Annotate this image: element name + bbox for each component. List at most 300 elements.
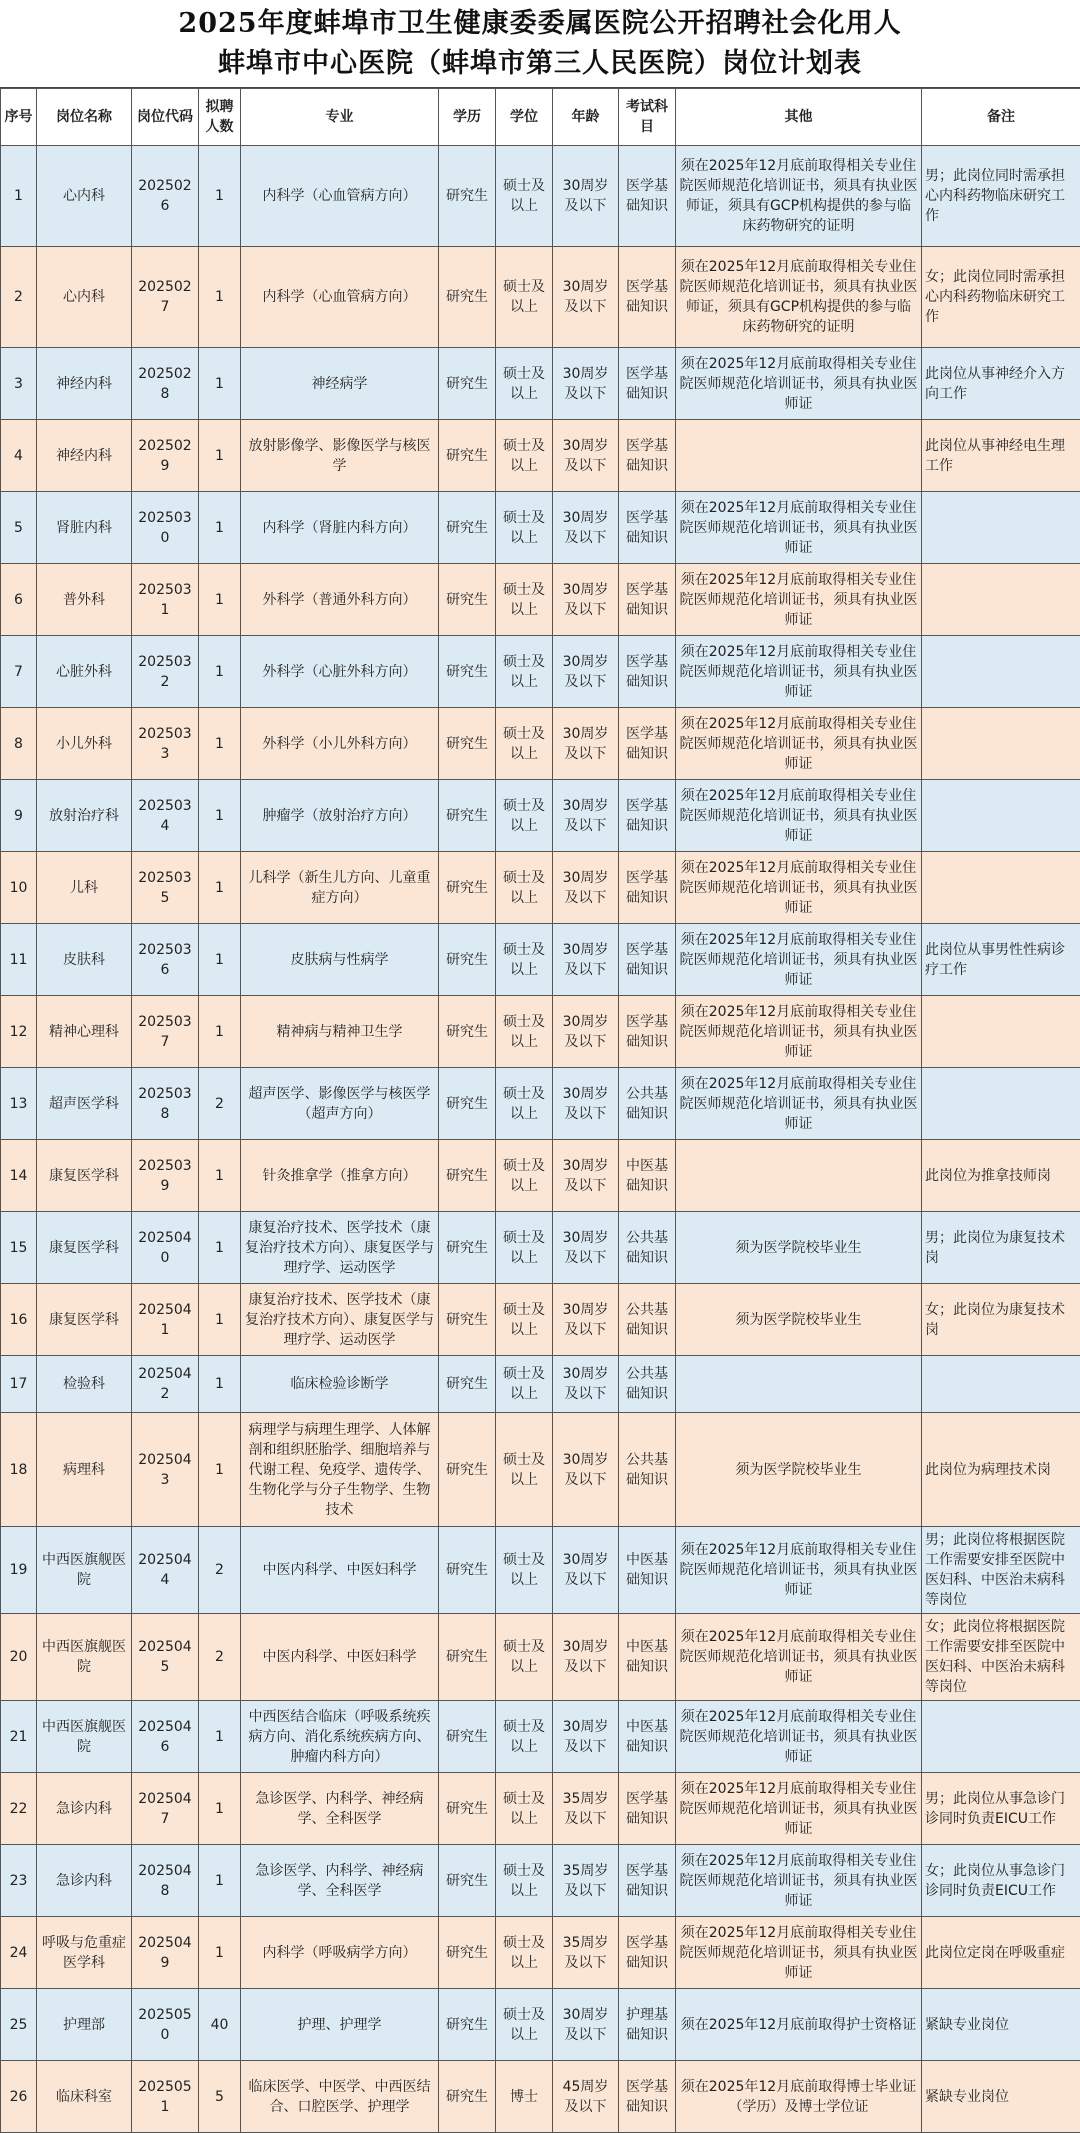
table-row xyxy=(1,852,1080,924)
cell-education: 研究生 xyxy=(439,708,496,780)
cell-age: 30周岁及以下 xyxy=(553,780,619,852)
cell-post-name: 康复医学科 xyxy=(37,1284,132,1356)
cell-other: 须在2025年12月底前取得相关专业住院医师规范化培训证书，须具有执业医师证 xyxy=(676,564,922,636)
cell-post-code: 2025040 xyxy=(132,1212,199,1284)
header-cell-other: 其他 xyxy=(676,89,922,146)
cell-age: 30周岁及以下 xyxy=(553,636,619,708)
header-cell-major: 专业 xyxy=(241,89,439,146)
cell-post-name: 心内科 xyxy=(37,247,132,348)
header-cell-index: 序号 xyxy=(1,89,37,146)
cell-degree: 硕士及以上 xyxy=(496,1773,553,1845)
cell-exam: 医学基础知识 xyxy=(619,247,676,348)
cell-major: 康复治疗技术、医学技术（康复治疗技术方向）、康复医学与理疗学、运动医学 xyxy=(241,1212,439,1284)
cell-remark xyxy=(922,636,1080,708)
cell-remark: 此岗位从事神经电生理工作 xyxy=(922,420,1080,492)
cell-age: 30周岁及以下 xyxy=(553,1212,619,1284)
cell-degree: 硕士及以上 xyxy=(496,924,553,996)
cell-remark xyxy=(922,852,1080,924)
cell-exam: 医学基础知识 xyxy=(619,708,676,780)
cell-major: 康复治疗技术、医学技术（康复治疗技术方向）、康复医学与理疗学、运动医学 xyxy=(241,1284,439,1356)
cell-degree: 硕士及以上 xyxy=(496,1068,553,1140)
page-title: 2025年度蚌埠市卫生健康委委属医院公开招聘社会化用人 xyxy=(178,7,902,39)
cell-count: 1 xyxy=(199,420,241,492)
cell-education: 研究生 xyxy=(439,924,496,996)
cell-age: 35周岁及以下 xyxy=(553,1773,619,1845)
cell-age: 30周岁及以下 xyxy=(553,492,619,564)
cell-remark: 此岗位从事神经介入方向工作 xyxy=(922,348,1080,420)
cell-exam: 公共基础知识 xyxy=(619,1068,676,1140)
cell-post-name: 呼吸与危重症医学科 xyxy=(37,1917,132,1989)
cell-index: 7 xyxy=(1,636,37,708)
cell-other: 须在2025年12月底前取得相关专业住院医师规范化培训证书，须具有执业医师证 xyxy=(676,708,922,780)
cell-age: 30周岁及以下 xyxy=(553,852,619,924)
cell-age: 30周岁及以下 xyxy=(553,564,619,636)
cell-age: 30周岁及以下 xyxy=(553,146,619,247)
cell-education: 研究生 xyxy=(439,780,496,852)
cell-remark xyxy=(922,492,1080,564)
cell-post-name: 中西医旗舰医院 xyxy=(37,1701,132,1773)
cell-age: 30周岁及以下 xyxy=(553,1701,619,1773)
cell-count: 2 xyxy=(199,1614,241,1701)
cell-degree: 硕士及以上 xyxy=(496,420,553,492)
cell-degree: 硕士及以上 xyxy=(496,636,553,708)
cell-other: 须在2025年12月底前取得相关专业住院医师规范化培训证书，须具有执业医师证，须具有GCP机构提供的参与临床药物研究的证明 xyxy=(676,146,922,247)
cell-major: 超声医学、影像医学与核医学（超声方向） xyxy=(241,1068,439,1140)
cell-count: 1 xyxy=(199,1701,241,1773)
cell-degree: 硕士及以上 xyxy=(496,1212,553,1284)
header-cell-post-code: 岗位代码 xyxy=(132,89,199,146)
cell-major: 临床检验诊断学 xyxy=(241,1356,439,1413)
cell-count: 5 xyxy=(199,2061,241,2133)
page-subtitle: 蚌埠市中心医院（蚌埠市第三人民医院）岗位计划表 xyxy=(218,47,862,79)
cell-post-code: 2025036 xyxy=(132,924,199,996)
cell-degree: 硕士及以上 xyxy=(496,996,553,1068)
table-row xyxy=(1,1413,1080,1527)
cell-index: 13 xyxy=(1,1068,37,1140)
cell-education: 研究生 xyxy=(439,1614,496,1701)
table-row xyxy=(1,708,1080,780)
table-row xyxy=(1,564,1080,636)
cell-major: 放射影像学、影像医学与核医学 xyxy=(241,420,439,492)
cell-education: 研究生 xyxy=(439,1845,496,1917)
table-row xyxy=(1,1140,1080,1212)
cell-age: 35周岁及以下 xyxy=(553,1845,619,1917)
cell-remark: 女；此岗位为康复技术岗 xyxy=(922,1284,1080,1356)
cell-count: 1 xyxy=(199,1284,241,1356)
cell-count: 1 xyxy=(199,996,241,1068)
cell-age: 30周岁及以下 xyxy=(553,1140,619,1212)
cell-index: 14 xyxy=(1,1140,37,1212)
cell-index: 2 xyxy=(1,247,37,348)
cell-major: 外科学（小儿外科方向） xyxy=(241,708,439,780)
cell-count: 1 xyxy=(199,1356,241,1413)
cell-degree: 硕士及以上 xyxy=(496,1989,553,2061)
cell-degree: 硕士及以上 xyxy=(496,1701,553,1773)
cell-post-code: 2025033 xyxy=(132,708,199,780)
cell-remark: 紧缺专业岗位 xyxy=(922,1989,1080,2061)
cell-post-name: 康复医学科 xyxy=(37,1212,132,1284)
cell-other: 须在2025年12月底前取得相关专业住院医师规范化培训证书，须具有执业医师证 xyxy=(676,780,922,852)
cell-post-code: 2025042 xyxy=(132,1356,199,1413)
cell-count: 1 xyxy=(199,146,241,247)
cell-education: 研究生 xyxy=(439,996,496,1068)
cell-exam: 中医基础知识 xyxy=(619,1614,676,1701)
cell-degree: 硕士及以上 xyxy=(496,1356,553,1413)
cell-other xyxy=(676,1140,922,1212)
cell-age: 30周岁及以下 xyxy=(553,1527,619,1614)
cell-other xyxy=(676,1356,922,1413)
cell-post-name: 心脏外科 xyxy=(37,636,132,708)
cell-other: 须在2025年12月底前取得护士资格证 xyxy=(676,1989,922,2061)
cell-index: 15 xyxy=(1,1212,37,1284)
cell-index: 5 xyxy=(1,492,37,564)
cell-post-name: 临床科室 xyxy=(37,2061,132,2133)
cell-remark xyxy=(922,1068,1080,1140)
cell-index: 3 xyxy=(1,348,37,420)
cell-exam: 公共基础知识 xyxy=(619,1284,676,1356)
cell-other: 须在2025年12月底前取得相关专业住院医师规范化培训证书，须具有执业医师证 xyxy=(676,492,922,564)
cell-exam: 医学基础知识 xyxy=(619,348,676,420)
table-row xyxy=(1,1701,1080,1773)
cell-degree: 硕士及以上 xyxy=(496,852,553,924)
cell-education: 研究生 xyxy=(439,1701,496,1773)
header-cell-education: 学历 xyxy=(439,89,496,146)
cell-degree: 硕士及以上 xyxy=(496,1917,553,1989)
cell-post-name: 放射治疗科 xyxy=(37,780,132,852)
cell-exam: 医学基础知识 xyxy=(619,2061,676,2133)
table-row xyxy=(1,247,1080,348)
cell-other: 须为医学院校毕业生 xyxy=(676,1212,922,1284)
cell-index: 19 xyxy=(1,1527,37,1614)
job-plan-table xyxy=(0,88,1080,2133)
cell-remark xyxy=(922,780,1080,852)
cell-exam: 中医基础知识 xyxy=(619,1701,676,1773)
table-row xyxy=(1,420,1080,492)
cell-major: 皮肤病与性病学 xyxy=(241,924,439,996)
cell-exam: 公共基础知识 xyxy=(619,1356,676,1413)
table-row xyxy=(1,1917,1080,1989)
cell-post-name: 超声医学科 xyxy=(37,1068,132,1140)
cell-major: 精神病与精神卫生学 xyxy=(241,996,439,1068)
cell-post-code: 2025032 xyxy=(132,636,199,708)
title-block xyxy=(0,0,1080,88)
cell-degree: 硕士及以上 xyxy=(496,1527,553,1614)
header-cell-degree: 学位 xyxy=(496,89,553,146)
cell-post-code: 2025044 xyxy=(132,1527,199,1614)
cell-remark: 此岗位定岗在呼吸重症 xyxy=(922,1917,1080,1989)
table-row xyxy=(1,1989,1080,2061)
cell-index: 26 xyxy=(1,2061,37,2133)
table-row xyxy=(1,1614,1080,1701)
cell-remark xyxy=(922,564,1080,636)
cell-age: 30周岁及以下 xyxy=(553,247,619,348)
cell-index: 6 xyxy=(1,564,37,636)
cell-degree: 硕士及以上 xyxy=(496,1614,553,1701)
cell-post-code: 2025045 xyxy=(132,1614,199,1701)
cell-post-code: 2025050 xyxy=(132,1989,199,2061)
table-row xyxy=(1,348,1080,420)
cell-exam: 医学基础知识 xyxy=(619,852,676,924)
cell-other: 须在2025年12月底前取得相关专业住院医师规范化培训证书，须具有执业医师证 xyxy=(676,996,922,1068)
cell-post-name: 急诊内科 xyxy=(37,1773,132,1845)
cell-post-name: 中西医旗舰医院 xyxy=(37,1527,132,1614)
cell-other: 须在2025年12月底前取得相关专业住院医师规范化培训证书，须具有执业医师证 xyxy=(676,636,922,708)
cell-exam: 中医基础知识 xyxy=(619,1140,676,1212)
cell-count: 2 xyxy=(199,1068,241,1140)
cell-count: 1 xyxy=(199,1773,241,1845)
cell-age: 30周岁及以下 xyxy=(553,420,619,492)
cell-post-name: 精神心理科 xyxy=(37,996,132,1068)
cell-education: 研究生 xyxy=(439,1068,496,1140)
cell-major: 中医内科学、中医妇科学 xyxy=(241,1527,439,1614)
cell-count: 1 xyxy=(199,247,241,348)
cell-education: 研究生 xyxy=(439,247,496,348)
cell-post-code: 2025046 xyxy=(132,1701,199,1773)
cell-post-name: 神经内科 xyxy=(37,420,132,492)
cell-post-code: 2025043 xyxy=(132,1413,199,1527)
cell-count: 40 xyxy=(199,1989,241,2061)
cell-exam: 医学基础知识 xyxy=(619,636,676,708)
cell-post-code: 2025029 xyxy=(132,420,199,492)
cell-other: 须为医学院校毕业生 xyxy=(676,1413,922,1527)
cell-index: 24 xyxy=(1,1917,37,1989)
cell-education: 研究生 xyxy=(439,564,496,636)
cell-age: 30周岁及以下 xyxy=(553,924,619,996)
table-row xyxy=(1,1527,1080,1614)
cell-post-name: 康复医学科 xyxy=(37,1140,132,1212)
cell-other: 须在2025年12月底前取得博士毕业证（学历）及博士学位证 xyxy=(676,2061,922,2133)
header-cell-post-name: 岗位名称 xyxy=(37,89,132,146)
table-row xyxy=(1,492,1080,564)
cell-degree: 硕士及以上 xyxy=(496,1845,553,1917)
cell-count: 1 xyxy=(199,1212,241,1284)
cell-count: 1 xyxy=(199,348,241,420)
cell-index: 17 xyxy=(1,1356,37,1413)
cell-age: 30周岁及以下 xyxy=(553,1989,619,2061)
header-row xyxy=(1,89,1080,146)
header-cell-exam: 考试科目 xyxy=(619,89,676,146)
cell-post-code: 2025039 xyxy=(132,1140,199,1212)
cell-count: 1 xyxy=(199,564,241,636)
cell-education: 研究生 xyxy=(439,1140,496,1212)
cell-degree: 硕士及以上 xyxy=(496,492,553,564)
cell-other: 须在2025年12月底前取得相关专业住院医师规范化培训证书，须具有执业医师证 xyxy=(676,1527,922,1614)
table-row xyxy=(1,1845,1080,1917)
cell-other: 须为医学院校毕业生 xyxy=(676,1284,922,1356)
cell-major: 临床医学、中医学、中西医结合、口腔医学、护理学 xyxy=(241,2061,439,2133)
cell-age: 35周岁及以下 xyxy=(553,1917,619,1989)
table-row xyxy=(1,2061,1080,2133)
cell-post-name: 病理科 xyxy=(37,1413,132,1527)
cell-other: 须在2025年12月底前取得相关专业住院医师规范化培训证书，须具有执业医师证 xyxy=(676,1917,922,1989)
cell-degree: 硕士及以上 xyxy=(496,1284,553,1356)
cell-education: 研究生 xyxy=(439,1917,496,1989)
cell-degree: 硕士及以上 xyxy=(496,146,553,247)
cell-exam: 医学基础知识 xyxy=(619,1917,676,1989)
cell-other: 须在2025年12月底前取得相关专业住院医师规范化培训证书，须具有执业医师证，须具有GCP机构提供的参与临床药物研究的证明 xyxy=(676,247,922,348)
cell-post-name: 心内科 xyxy=(37,146,132,247)
table-row xyxy=(1,924,1080,996)
cell-remark: 女；此岗位同时需承担心内科药物临床研究工作 xyxy=(922,247,1080,348)
cell-post-code: 2025030 xyxy=(132,492,199,564)
cell-remark xyxy=(922,708,1080,780)
header-cell-remark: 备注 xyxy=(922,89,1080,146)
cell-age: 30周岁及以下 xyxy=(553,708,619,780)
cell-post-name: 小儿外科 xyxy=(37,708,132,780)
table-row xyxy=(1,996,1080,1068)
cell-education: 研究生 xyxy=(439,1527,496,1614)
cell-other xyxy=(676,420,922,492)
cell-index: 1 xyxy=(1,146,37,247)
cell-degree: 硕士及以上 xyxy=(496,564,553,636)
cell-post-code: 2025035 xyxy=(132,852,199,924)
cell-education: 研究生 xyxy=(439,420,496,492)
cell-age: 30周岁及以下 xyxy=(553,996,619,1068)
cell-post-code: 2025027 xyxy=(132,247,199,348)
cell-remark: 此岗位从事男性性病诊疗工作 xyxy=(922,924,1080,996)
cell-index: 21 xyxy=(1,1701,37,1773)
cell-index: 18 xyxy=(1,1413,37,1527)
cell-age: 45周岁及以下 xyxy=(553,2061,619,2133)
cell-post-name: 护理部 xyxy=(37,1989,132,2061)
cell-exam: 医学基础知识 xyxy=(619,780,676,852)
table-row xyxy=(1,1773,1080,1845)
cell-post-code: 2025047 xyxy=(132,1773,199,1845)
cell-education: 研究生 xyxy=(439,1413,496,1527)
cell-remark: 女；此岗位从事急诊门诊同时负责EICU工作 xyxy=(922,1845,1080,1917)
cell-education: 研究生 xyxy=(439,1989,496,2061)
cell-major: 肿瘤学（放射治疗方向） xyxy=(241,780,439,852)
cell-count: 1 xyxy=(199,852,241,924)
cell-exam: 医学基础知识 xyxy=(619,996,676,1068)
cell-major: 中西医结合临床（呼吸系统疾病方向、消化系统疾病方向、肿瘤内科方向） xyxy=(241,1701,439,1773)
cell-count: 1 xyxy=(199,1140,241,1212)
cell-major: 急诊医学、内科学、神经病学、全科医学 xyxy=(241,1845,439,1917)
cell-post-code: 2025026 xyxy=(132,146,199,247)
cell-remark: 男；此岗位从事急诊门诊同时负责EICU工作 xyxy=(922,1773,1080,1845)
cell-exam: 医学基础知识 xyxy=(619,146,676,247)
cell-major: 外科学（心脏外科方向） xyxy=(241,636,439,708)
cell-remark: 此岗位为病理技术岗 xyxy=(922,1413,1080,1527)
cell-exam: 中医基础知识 xyxy=(619,1527,676,1614)
cell-remark xyxy=(922,996,1080,1068)
cell-age: 30周岁及以下 xyxy=(553,1284,619,1356)
cell-major: 儿科学（新生儿方向、儿童重症方向） xyxy=(241,852,439,924)
cell-post-name: 中西医旗舰医院 xyxy=(37,1614,132,1701)
cell-education: 研究生 xyxy=(439,146,496,247)
cell-education: 研究生 xyxy=(439,348,496,420)
cell-index: 22 xyxy=(1,1773,37,1845)
cell-exam: 公共基础知识 xyxy=(619,1212,676,1284)
cell-post-code: 2025041 xyxy=(132,1284,199,1356)
cell-major: 内科学（呼吸病学方向） xyxy=(241,1917,439,1989)
cell-index: 20 xyxy=(1,1614,37,1701)
cell-exam: 医学基础知识 xyxy=(619,1773,676,1845)
cell-exam: 护理基础知识 xyxy=(619,1989,676,2061)
cell-major: 急诊医学、内科学、神经病学、全科医学 xyxy=(241,1773,439,1845)
cell-major: 病理学与病理生理学、人体解剖和组织胚胎学、细胞培养与代谢工程、免疫学、遗传学、生物化学与分子生物学、生物技术 xyxy=(241,1413,439,1527)
cell-index: 10 xyxy=(1,852,37,924)
table-row xyxy=(1,1212,1080,1284)
cell-remark: 男；此岗位为康复技术岗 xyxy=(922,1212,1080,1284)
cell-other: 须在2025年12月底前取得相关专业住院医师规范化培训证书，须具有执业医师证 xyxy=(676,1068,922,1140)
cell-age: 30周岁及以下 xyxy=(553,348,619,420)
cell-other: 须在2025年12月底前取得相关专业住院医师规范化培训证书，须具有执业医师证 xyxy=(676,1845,922,1917)
cell-education: 研究生 xyxy=(439,1284,496,1356)
cell-other: 须在2025年12月底前取得相关专业住院医师规范化培训证书，须具有执业医师证 xyxy=(676,1773,922,1845)
cell-other: 须在2025年12月底前取得相关专业住院医师规范化培训证书，须具有执业医师证 xyxy=(676,1701,922,1773)
cell-exam: 医学基础知识 xyxy=(619,924,676,996)
table-row xyxy=(1,780,1080,852)
cell-exam: 医学基础知识 xyxy=(619,420,676,492)
cell-index: 11 xyxy=(1,924,37,996)
cell-remark: 此岗位为推拿技师岗 xyxy=(922,1140,1080,1212)
cell-degree: 硕士及以上 xyxy=(496,348,553,420)
cell-education: 研究生 xyxy=(439,1212,496,1284)
cell-count: 1 xyxy=(199,1845,241,1917)
cell-remark: 女；此岗位将根据医院工作需要安排至医院中医妇科、中医治未病科等岗位 xyxy=(922,1614,1080,1701)
cell-count: 1 xyxy=(199,636,241,708)
cell-exam: 医学基础知识 xyxy=(619,564,676,636)
cell-degree: 硕士及以上 xyxy=(496,708,553,780)
cell-age: 30周岁及以下 xyxy=(553,1614,619,1701)
cell-major: 内科学（肾脏内科方向） xyxy=(241,492,439,564)
cell-remark xyxy=(922,1356,1080,1413)
cell-exam: 医学基础知识 xyxy=(619,1845,676,1917)
cell-index: 12 xyxy=(1,996,37,1068)
cell-count: 1 xyxy=(199,1917,241,1989)
cell-index: 4 xyxy=(1,420,37,492)
cell-education: 研究生 xyxy=(439,2061,496,2133)
table-row xyxy=(1,1068,1080,1140)
table-row xyxy=(1,636,1080,708)
cell-degree: 硕士及以上 xyxy=(496,247,553,348)
table-row xyxy=(1,146,1080,247)
cell-count: 1 xyxy=(199,924,241,996)
cell-other: 须在2025年12月底前取得相关专业住院医师规范化培训证书，须具有执业医师证 xyxy=(676,348,922,420)
cell-remark: 男；此岗位将根据医院工作需要安排至医院中医妇科、中医治未病科等岗位 xyxy=(922,1527,1080,1614)
cell-major: 针灸推拿学（推拿方向） xyxy=(241,1140,439,1212)
cell-count: 1 xyxy=(199,1413,241,1527)
cell-remark xyxy=(922,1701,1080,1773)
cell-age: 30周岁及以下 xyxy=(553,1356,619,1413)
cell-remark: 紧缺专业岗位 xyxy=(922,2061,1080,2133)
cell-index: 8 xyxy=(1,708,37,780)
cell-major: 护理、护理学 xyxy=(241,1989,439,2061)
cell-count: 1 xyxy=(199,780,241,852)
header-cell-age: 年龄 xyxy=(553,89,619,146)
cell-other: 须在2025年12月底前取得相关专业住院医师规范化培训证书，须具有执业医师证 xyxy=(676,924,922,996)
cell-major: 内科学（心血管病方向） xyxy=(241,146,439,247)
cell-post-name: 肾脏内科 xyxy=(37,492,132,564)
cell-post-code: 2025031 xyxy=(132,564,199,636)
cell-post-name: 检验科 xyxy=(37,1356,132,1413)
cell-count: 1 xyxy=(199,492,241,564)
table-row xyxy=(1,1356,1080,1413)
cell-education: 研究生 xyxy=(439,1356,496,1413)
cell-degree: 硕士及以上 xyxy=(496,1140,553,1212)
cell-other: 须在2025年12月底前取得相关专业住院医师规范化培训证书，须具有执业医师证 xyxy=(676,852,922,924)
cell-post-code: 2025037 xyxy=(132,996,199,1068)
cell-post-code: 2025034 xyxy=(132,780,199,852)
cell-education: 研究生 xyxy=(439,492,496,564)
cell-index: 16 xyxy=(1,1284,37,1356)
table-row xyxy=(1,1284,1080,1356)
header-cell-count: 拟聘人数 xyxy=(199,89,241,146)
cell-exam: 公共基础知识 xyxy=(619,1413,676,1527)
cell-major: 外科学（普通外科方向） xyxy=(241,564,439,636)
cell-degree: 硕士及以上 xyxy=(496,780,553,852)
